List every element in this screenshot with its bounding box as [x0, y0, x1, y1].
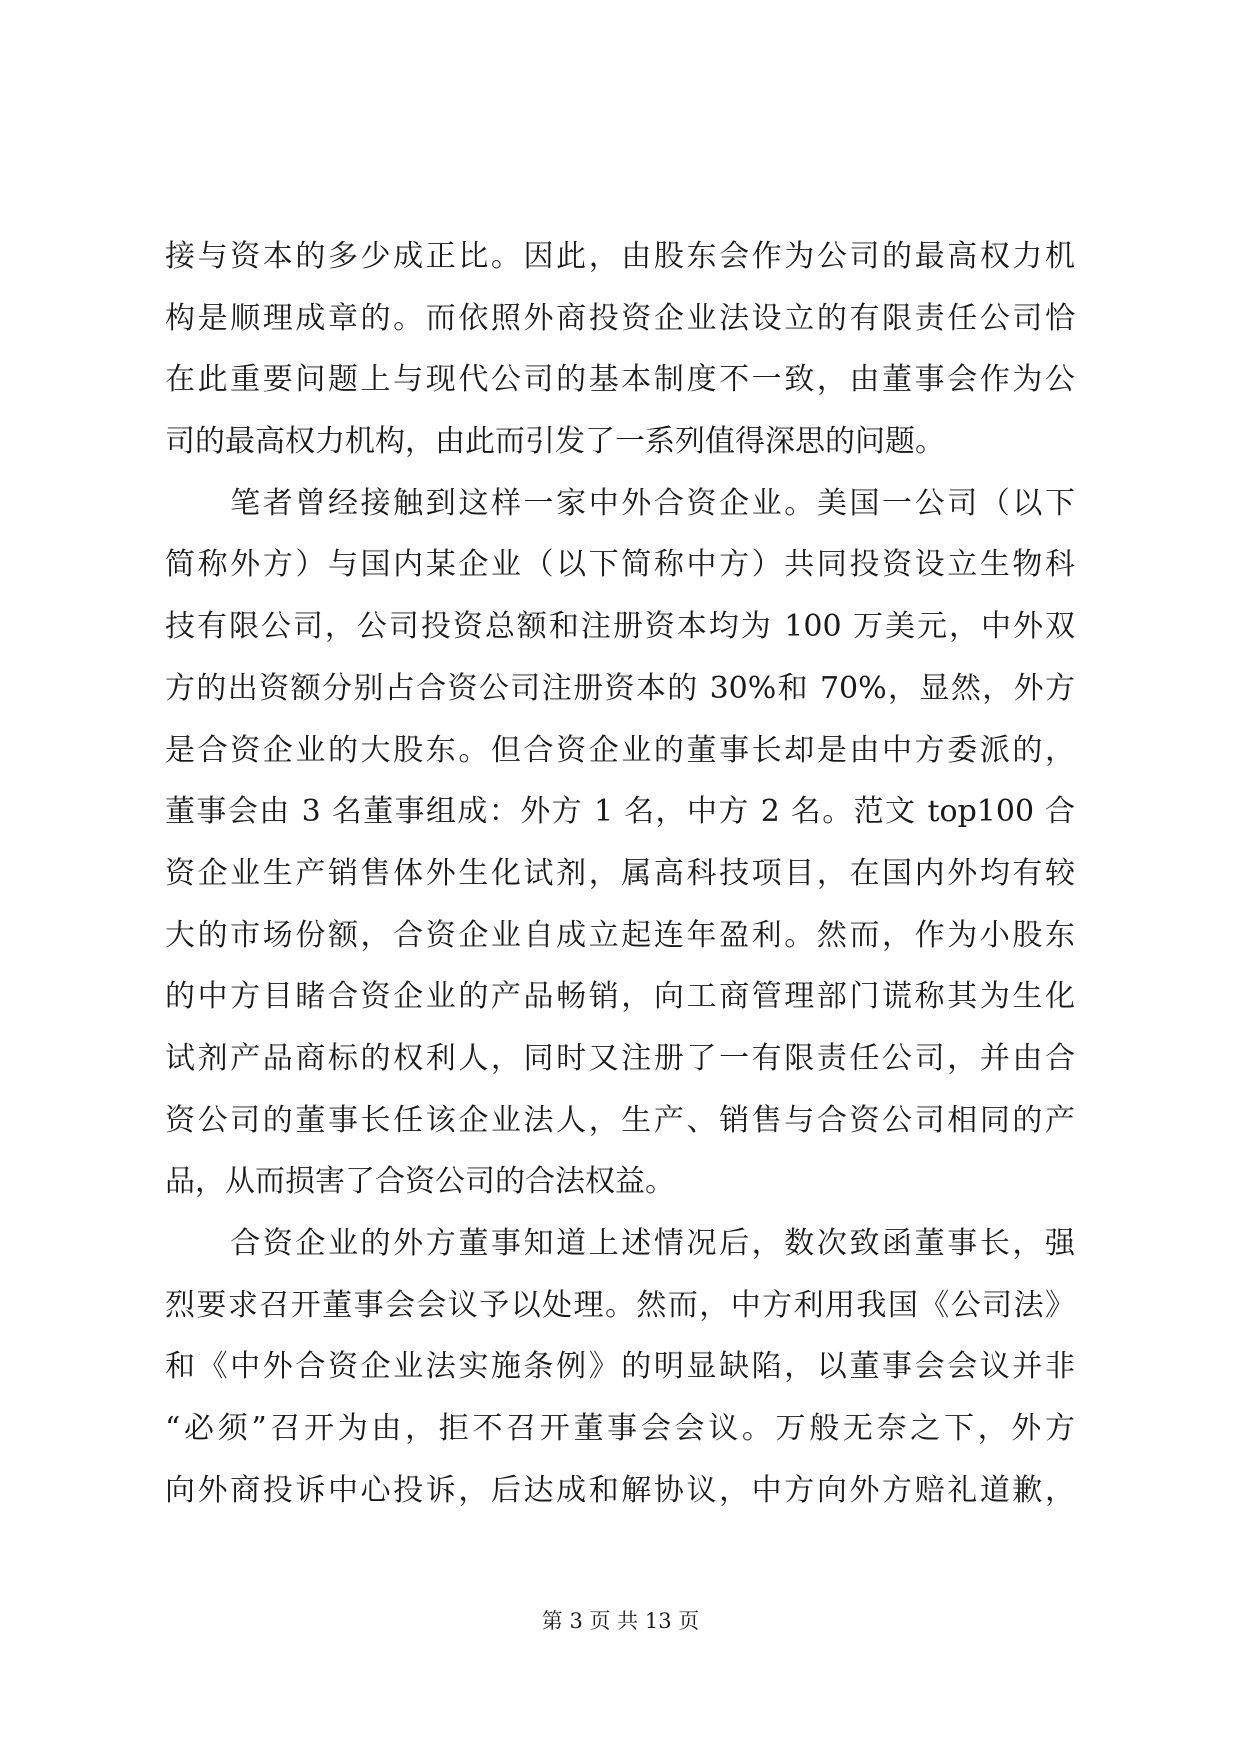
- text-line: 试剂产品商标的权利人，同时又注册了一有限责任公司，并由合: [165, 1040, 1075, 1076]
- text-line: 是合资企业的大股东。但合资企业的董事长却是由中方委派的，: [165, 732, 1075, 768]
- page-number-footer: 第 3 页 共 13 页: [541, 1609, 700, 1633]
- text-line: 和《中外合资企业法实施条例》的明显缺陷，以董事会会议并非: [165, 1349, 1075, 1385]
- text-line: 笔者曾经接触到这样一家中外合资企业。美国一公司（以下: [165, 485, 1075, 521]
- text-line: 品，从而损害了合资公司的合法权益。: [165, 1164, 675, 1200]
- text-line: 董事会由 3 名董事组成：外方 1 名，中方 2 名。范文 top100 合: [165, 794, 1075, 830]
- text-line: 烈要求召开董事会会议予以处理。然而，中方利用我国《公司法》: [165, 1287, 1075, 1323]
- text-line: 大的市场份额，合资企业自成立起连年盈利。然而，作为小股东: [165, 917, 1075, 953]
- text-line: 接与资本的多少成正比。因此，由股东会作为公司的最高权力机: [165, 239, 1075, 274]
- text-line: 方的出资额分别占合资公司注册资本的 30%和 70%，显然，外方: [165, 670, 1075, 706]
- text-line: 技有限公司，公司投资总额和注册资本均为 100 万美元，中外双: [165, 609, 1075, 645]
- body-text: [165, 226, 1075, 1521]
- text-line: 司的最高权力机构，由此而引发了一系列值得深思的问题。: [165, 424, 945, 460]
- text-line: 合资企业的外方董事知道上述情况后，数次致函董事长，强: [165, 1226, 1075, 1261]
- text-line: 简称外方）与国内某企业（以下简称中方）共同投资设立生物科: [165, 547, 1075, 583]
- text-line: 资企业生产销售体外生化试剂，属高科技项目，在国内外均有较: [165, 855, 1075, 891]
- text-line: 在此重要问题上与现代公司的基本制度不一致，由董事会作为公: [165, 362, 1075, 398]
- text-line: “必须”召开为由，拒不召开董事会会议。万般无奈之下，外方: [165, 1411, 1075, 1447]
- text-line: 的中方目睹合资企业的产品畅销，向工商管理部门谎称其为生化: [165, 979, 1075, 1015]
- text-line: 资公司的董事长任该企业法人，生产、销售与合资公司相同的产: [165, 1102, 1075, 1138]
- text-line: 向外商投诉中心投诉，后达成和解协议，中方向外方赔礼道歉，: [165, 1472, 1075, 1508]
- text-line: 构是顺理成章的。而依照外商投资企业法设立的有限责任公司恰: [165, 300, 1075, 336]
